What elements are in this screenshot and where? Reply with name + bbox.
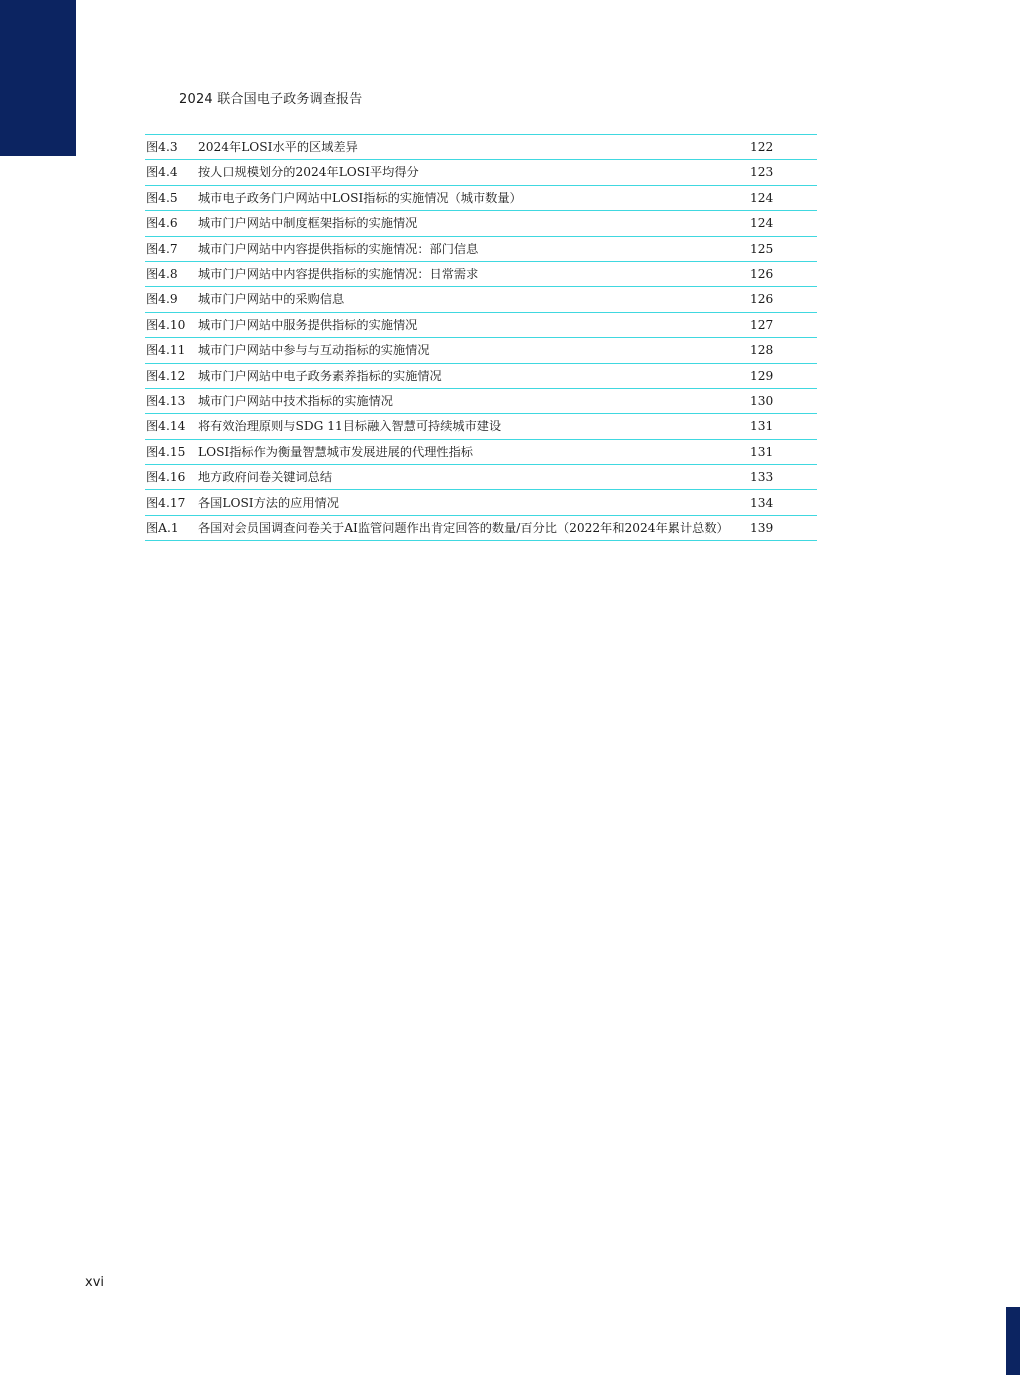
- page-ref: 123: [750, 165, 774, 180]
- toc-row[interactable]: [145, 287, 817, 312]
- page-ref: 131: [750, 444, 774, 459]
- page-ref: 124: [750, 190, 774, 205]
- toc-row[interactable]: [145, 364, 817, 389]
- toc-row[interactable]: [145, 262, 817, 287]
- figure-number: 图4.11: [146, 343, 186, 358]
- figure-number: 图4.7: [146, 241, 178, 256]
- toc-row[interactable]: [145, 313, 817, 338]
- toc-row[interactable]: [145, 440, 817, 465]
- toc-row[interactable]: [145, 490, 817, 515]
- figure-number: 图4.12: [146, 368, 186, 383]
- page-ref: 124: [750, 216, 774, 231]
- toc-row[interactable]: [145, 211, 817, 236]
- toc-row[interactable]: [145, 160, 817, 185]
- figure-title: 城市门户网站中的采购信息: [198, 293, 345, 306]
- figure-title: LOSI指标作为衡量智慧城市发展进展的代理性指标: [198, 445, 473, 458]
- figure-title: 各国LOSI方法的应用情况: [198, 496, 339, 509]
- figure-title: 按人口规模划分的2024年LOSI平均得分: [198, 166, 419, 179]
- toc-row[interactable]: [145, 186, 817, 211]
- toc-row[interactable]: [145, 465, 817, 490]
- figure-number: 图4.8: [146, 267, 178, 282]
- page-ref: 134: [750, 495, 774, 510]
- toc-row[interactable]: [145, 135, 817, 160]
- toc-row[interactable]: [145, 237, 817, 262]
- running-header: 2024 联合国电子政务调查报告: [179, 92, 363, 107]
- figure-number: 图4.3: [146, 140, 178, 155]
- page-ref: 122: [750, 140, 774, 155]
- figure-title: 城市门户网站中服务提供指标的实施情况: [198, 318, 418, 332]
- figure-title: 各国对会员国调查问卷关于AI监管问题作出肯定回答的数量/百分比（2022年和2024年累计总数）: [198, 521, 729, 535]
- figure-number: 图A.1: [146, 520, 179, 535]
- figure-number: 图4.9: [146, 292, 178, 307]
- page-ref: 131: [750, 419, 774, 434]
- figure-number: 图4.10: [146, 317, 186, 332]
- toc-row[interactable]: [145, 516, 817, 541]
- page-ref: 127: [750, 317, 774, 332]
- corner-color-block: [0, 0, 76, 156]
- figure-title: 城市门户网站中内容提供指标的实施情况：部门信息: [198, 242, 479, 255]
- page-ref: 126: [750, 292, 774, 307]
- figure-number: 图4.17: [146, 495, 186, 510]
- figure-number: 图4.15: [146, 444, 186, 459]
- toc-row[interactable]: [145, 389, 817, 414]
- figure-number: 图4.14: [146, 419, 186, 434]
- figure-number: 图4.13: [146, 394, 186, 408]
- figure-title: 城市门户网站中内容提供指标的实施情况：日常需求: [198, 268, 479, 281]
- edge-tab-marker: [1006, 1307, 1020, 1375]
- page-ref: 133: [750, 470, 774, 485]
- figure-title: 城市门户网站中技术指标的实施情况: [198, 395, 393, 408]
- page-ref: 126: [750, 267, 774, 282]
- figure-title: 2024年LOSI水平的区域差异: [198, 141, 358, 154]
- page-ref: 125: [750, 241, 774, 256]
- page-ref: 139: [750, 520, 774, 535]
- figure-number: 图4.16: [146, 470, 186, 485]
- figure-number: 图4.5: [146, 190, 178, 205]
- page-ref: 128: [750, 343, 774, 358]
- figure-title: 城市门户网站中参与与互动指标的实施情况: [198, 344, 430, 357]
- figure-title: 城市电子政务门户网站中LOSI指标的实施情况（城市数量）: [198, 191, 522, 205]
- toc-row[interactable]: [145, 338, 817, 363]
- figure-number: 图4.6: [146, 216, 178, 231]
- page-number: xvi: [85, 1275, 104, 1290]
- figure-title: 将有效治理原则与SDG 11目标融入智慧可持续城市建设: [198, 420, 502, 433]
- page-ref: 130: [750, 394, 774, 408]
- figure-title: 地方政府问卷关键词总结: [198, 471, 333, 484]
- page-ref: 129: [750, 368, 774, 383]
- toc-row[interactable]: [145, 414, 817, 439]
- figure-title: 城市门户网站中电子政务素养指标的实施情况: [198, 369, 442, 382]
- list-of-figures: [145, 134, 817, 541]
- figure-number: 图4.4: [146, 165, 178, 180]
- figure-title: 城市门户网站中制度框架指标的实施情况: [198, 217, 418, 230]
